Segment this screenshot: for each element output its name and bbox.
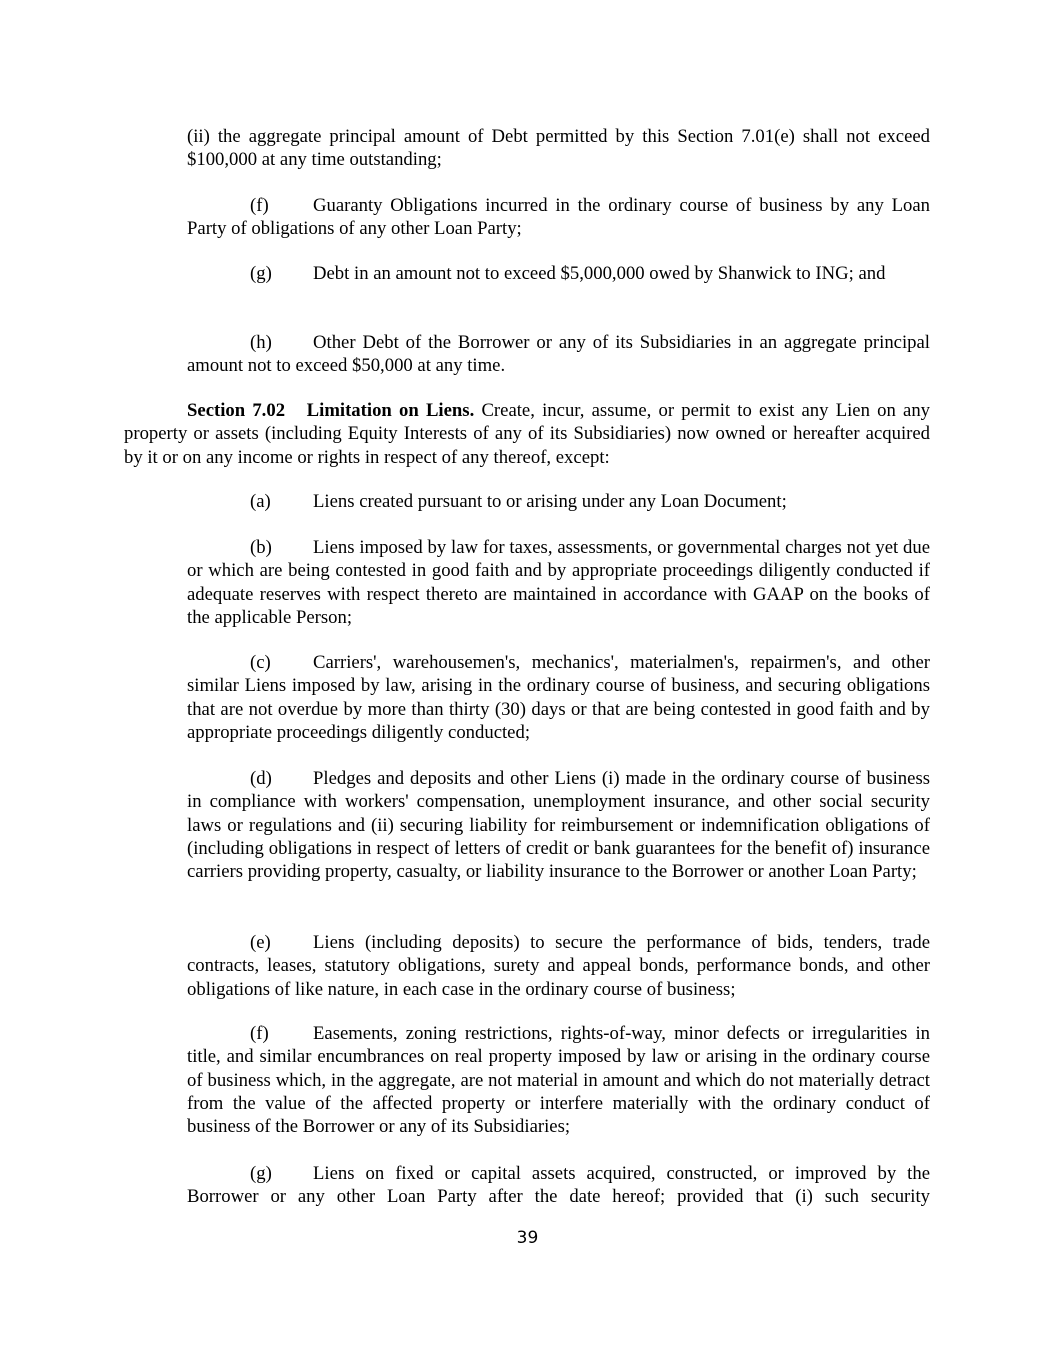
lien-item-d <box>187 767 930 883</box>
item-text: Easements, zoning restrictions, rights-of-way, minor defects or irregularities in title, and similar encumbrances on real property imposed by law or arising in the ordinary course of business which, in the aggregate, are not material in amount and which do not materially detract from the value of the affected property or interfere materially with the ordinary conduct of business of the Borrower or any of its Subsidiaries; <box>187 1023 930 1138</box>
lien-item-e <box>187 931 930 1001</box>
item-label: (c) <box>250 652 271 673</box>
continuation-paragraph <box>187 125 930 172</box>
item-text: Liens created pursuant to or arising under any Loan Document; <box>313 491 787 512</box>
item-text: Pledges and deposits and other Liens (i) made in the ordinary course of business in compliance with workers' compensation, unemployment insurance, and other social security laws or regulations and (ii) securing liability for reimbursement or indemnification obligations of (including obligations in respect of letters of credit or bank guarantees for the benefit of) insurance carriers providing property, casualty, or liability insurance to the Borrower or another Loan Party; <box>187 768 930 883</box>
item-text: Liens (including deposits) to secure the performance of bids, tenders, trade contracts, leases, statutory obligations, surety and appeal bonds, performance bonds, and other obligations of like nature, in each case in the ordinary course of business; <box>187 932 930 1000</box>
section-title: Limitation on Liens. <box>306 400 475 421</box>
item-label: (g) <box>250 263 272 284</box>
item-label: (g) <box>250 1163 272 1184</box>
section-7-02-paragraph <box>124 399 930 469</box>
item-text: Liens imposed by law for taxes, assessments, or governmental charges not yet due or which are being contested in good faith and by appropriate proceedings diligently conducted if adequate reserves with respect thereto are maintained in accordance with GAAP on the books of the applicable Person; <box>187 537 930 628</box>
item-label: (h) <box>250 332 272 353</box>
debt-item-h <box>187 331 930 378</box>
page-number: 39 <box>516 1228 539 1248</box>
section-number: Section 7.02 <box>187 400 286 421</box>
item-label: (e) <box>250 932 271 953</box>
item-label: (f) <box>250 1023 269 1044</box>
item-label: (f) <box>250 195 269 216</box>
item-label: (d) <box>250 768 272 789</box>
continuation-text: (ii) the aggregate principal amount of Debt permitted by this Section 7.01(e) shall not exceed $100,000 at any time outstanding; <box>187 126 930 171</box>
item-label: (b) <box>250 537 272 558</box>
item-text: Liens on fixed or capital assets acquired, constructed, or improved by the Borrower or any other Loan Party after the date hereof; provided that (i) such security <box>187 1163 930 1208</box>
item-text: Guaranty Obligations incurred in the ordinary course of business by any Loan Party of obligations of any other Loan Party; <box>187 195 930 240</box>
item-text: Debt in an amount not to exceed $5,000,000 owed by Shanwick to ING; and <box>313 263 886 284</box>
lien-item-c <box>187 651 930 744</box>
item-text: Other Debt of the Borrower or any of its Subsidiaries in an aggregate principal amount not to exceed $50,000 at any time. <box>187 332 930 377</box>
lien-item-a <box>187 490 930 513</box>
lien-item-f <box>187 1022 930 1138</box>
item-label: (a) <box>250 491 271 512</box>
debt-item-f <box>187 194 930 241</box>
lien-item-b <box>187 536 930 629</box>
section-text: Create, incur, assume, or permit to exist any Lien on any property or assets (including Equity Interests of any of its Subsidiaries) now owned or hereafter acquired by it or on any income or rights in respect of any thereof, except: <box>124 400 931 468</box>
lien-item-g <box>187 1162 930 1209</box>
item-text: Carriers', warehousemen's, mechanics', materialmen's, repairmen's, and other similar Liens imposed by law, arising in the ordinary course of business, and securing obligations that are not overdue by more than thirty (30) days or that are being contested in good faith and by appropriate proceedings diligently conducted; <box>187 652 930 743</box>
debt-item-g <box>187 262 930 285</box>
